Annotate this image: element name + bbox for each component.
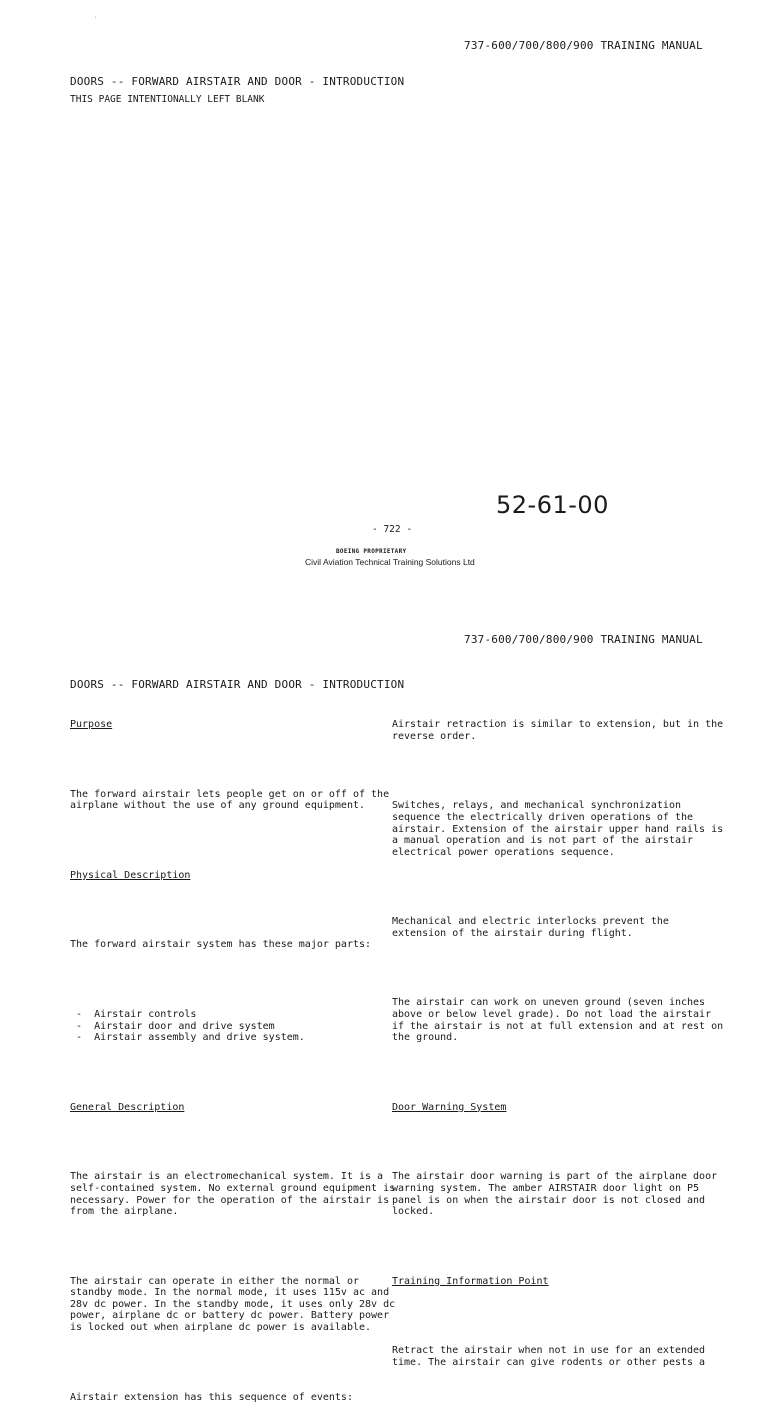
general-description-heading: General Description [70,1101,185,1113]
general-description-text: The airstair is an electromechanical system. It is a self-contained system. No external ground equipment is necessary. Power for the operation of the airstair is from the airplane. [70,1171,396,1218]
blank-page-notice: THIS PAGE INTENTIONALLY LEFT BLANK [70,94,265,105]
page-number: - 722 - [372,524,413,535]
left-column [70,696,396,1426]
proprietary-notice: BOEING PROPRIETARY [336,548,407,555]
switches-text: Switches, relays, and mechanical synchronization sequence the electrically driven operations of the airstair. Extension of the airstair upper hand rails is a manual operation and is not part of the airstair electrical power operations sequence. [392,800,724,858]
section-title: DOORS -- FORWARD AIRSTAIR AND DOOR - INTRODUCTION [70,75,405,88]
training-info-heading: Training Information Point [392,1275,549,1287]
door-warning-text: The airstair door warning is part of the airplane door warning system. The amber AIRSTAIR door light on P5 panel is on when the airstair door is not closed and locked. [392,1171,718,1218]
uneven-ground-text: The airstair can work on uneven ground (seven inches above or below level grade). Do not load the airstair if the airstair is not at full extension and at rest on the ground. [392,997,724,1044]
training-info-text: Retract the airstair when not in use for an extended time. The airstair can give rodents or other pests a [392,1345,706,1368]
purpose-heading: Purpose [70,719,113,731]
interlocks-text: Mechanical and electric interlocks prevent the extension of the airstair during flight. [392,916,669,939]
power-modes-text: The airstair can operate in either the normal or standby mode. In the normal mode, it uses 115v ac and 28v dc power. In the standby mode, it uses only 28v dc power, airplane dc or battery dc power. Battery power is locked out when airplane dc power is available. [70,1275,396,1334]
manual-header: 737-600/700/800/900 TRAINING MANUAL [464,39,703,52]
extension-sequence-intro: Airstair extension has this sequence of events: [70,1391,353,1403]
section-number: 52-61-00 [496,491,609,519]
physical-description-intro: The forward airstair system has these major parts: [70,939,372,951]
manual-header: 737-600/700/800/900 TRAINING MANUAL [464,633,703,646]
publisher-footer: Civil Aviation Technical Training Solutions Ltd [305,557,475,567]
door-warning-heading: Door Warning System [392,1101,507,1113]
right-column [392,696,724,1392]
scan-mark: ' [94,16,98,23]
retraction-text: Airstair retraction is similar to extension, but in the reverse order. [392,719,724,742]
section-title: DOORS -- FORWARD AIRSTAIR AND DOOR - INTRODUCTION [70,678,405,691]
physical-description-heading: Physical Description [70,869,191,881]
purpose-text: The forward airstair lets people get on or off of the airplane without the use of any ground equipment. [70,788,390,812]
parts-list: - Airstair controls - Airstair door and drive system - Airstair assembly and drive system. [76,1009,305,1044]
